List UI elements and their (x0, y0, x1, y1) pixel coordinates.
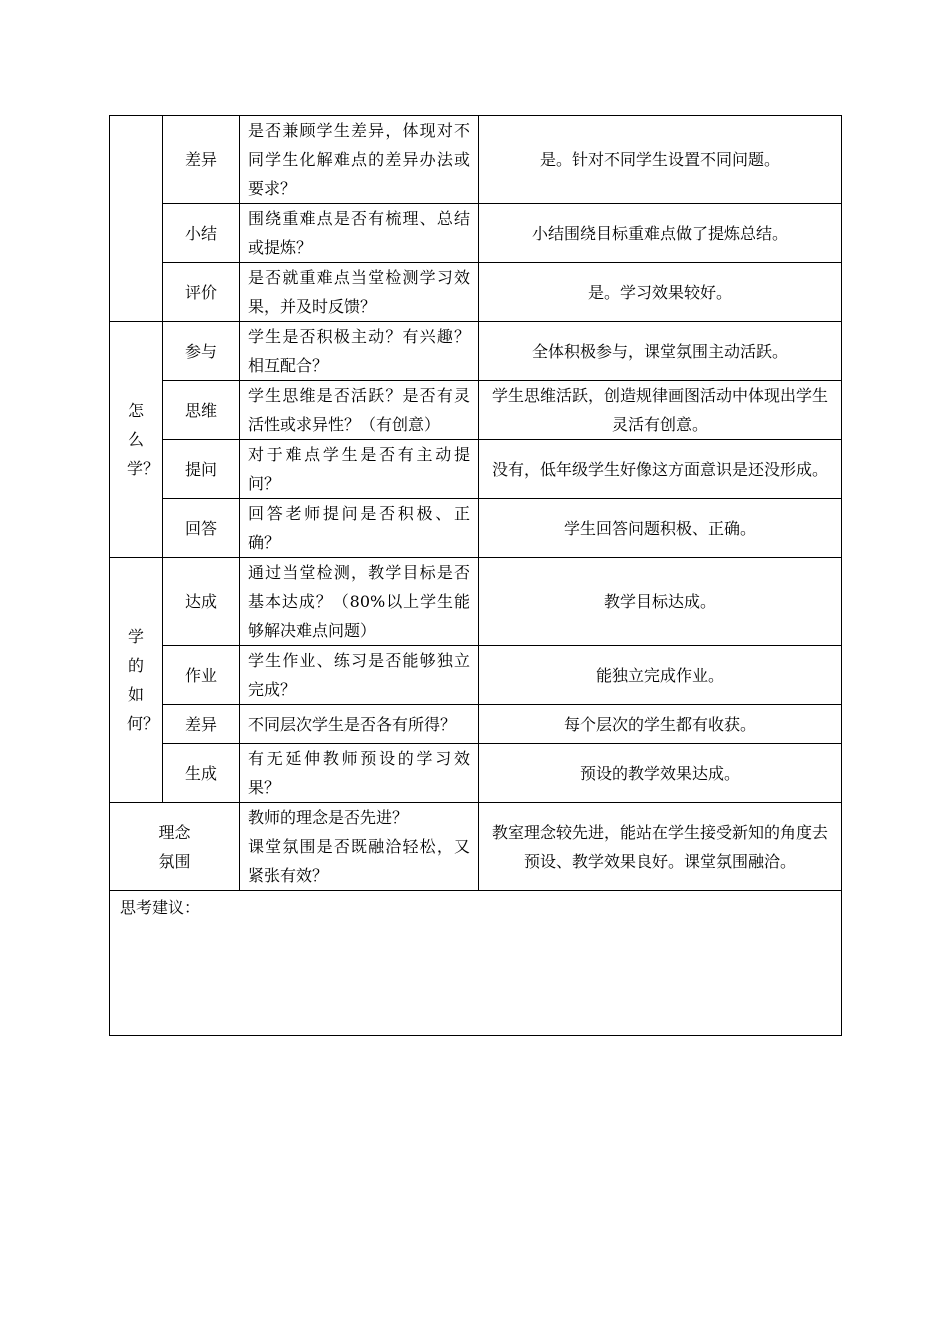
notes-cell (110, 891, 842, 1036)
table-row (110, 440, 842, 499)
notes-label: 思考建议： (120, 898, 201, 917)
observation-answer: 小结围绕目标重难点做了提炼总结。 (479, 204, 842, 263)
group-label-learn-result: 学的如何？ (110, 558, 163, 803)
observation-answer: 学生思维活跃，创造规律画图活动中体现出学生灵活有创意。 (479, 381, 842, 440)
criterion-label: 作业 (163, 646, 240, 705)
table-row (110, 891, 842, 1036)
criterion-question: 通过当堂检测，教学目标是否基本达成？（80%以上学生能够解决难点问题） (240, 558, 479, 646)
criterion-question: 学生作业、练习是否能够独立完成？ (240, 646, 479, 705)
group-label-how-learn: 怎么学？ (110, 322, 163, 558)
observation-answer: 学生回答问题积极、正确。 (479, 499, 842, 558)
table-row (110, 381, 842, 440)
criterion-label: 评价 (163, 263, 240, 322)
criterion-label: 参与 (163, 322, 240, 381)
criterion-label: 生成 (163, 744, 240, 803)
criterion-question: 学生思维是否活跃？是否有灵活性或求异性？（有创意） (240, 381, 479, 440)
criterion-question: 学生是否积极主动？有兴趣？相互配合？ (240, 322, 479, 381)
observation-answer: 全体积极参与，课堂氛围主动活跃。 (479, 322, 842, 381)
criterion-question: 回答老师提问是否积极、正确？ (240, 499, 479, 558)
table-row (110, 646, 842, 705)
table-row (110, 705, 842, 744)
criterion-label: 达成 (163, 558, 240, 646)
observation-answer: 能独立完成作业。 (479, 646, 842, 705)
evaluation-table (109, 115, 842, 1036)
observation-answer: 教学目标达成。 (479, 558, 842, 646)
table-row (110, 116, 842, 204)
table-row (110, 499, 842, 558)
table-row (110, 558, 842, 646)
criterion-label: 差异 (163, 705, 240, 744)
criterion-question: 是否兼顾学生差异，体现对不同学生化解难点的差异办法或要求？ (240, 116, 479, 204)
observation-answer: 是。学习效果较好。 (479, 263, 842, 322)
observation-answer: 预设的教学效果达成。 (479, 744, 842, 803)
criterion-question: 对于难点学生是否有主动提问？ (240, 440, 479, 499)
criterion-question: 有无延伸教师预设的学习效果？ (240, 744, 479, 803)
table-row (110, 263, 842, 322)
criterion-label: 思维 (163, 381, 240, 440)
criterion-label: 小结 (163, 204, 240, 263)
observation-answer: 每个层次的学生都有收获。 (479, 705, 842, 744)
table-row (110, 803, 842, 891)
criterion-question: 不同层次学生是否各有所得？ (240, 705, 479, 744)
criterion-question: 围绕重难点是否有梳理、总结或提炼？ (240, 204, 479, 263)
observation-answer: 没有，低年级学生好像这方面意识是还没形成。 (479, 440, 842, 499)
criterion-question: 教师的理念是否先进？ 课堂氛围是否既融洽轻松，又紧张有效？ (240, 803, 479, 891)
concept-label: 理念 氛围 (110, 803, 240, 891)
criterion-label: 回答 (163, 499, 240, 558)
observation-answer: 教室理念较先进，能站在学生接受新知的角度去预设、教学效果良好。课堂氛围融洽。 (479, 803, 842, 891)
table-row (110, 744, 842, 803)
observation-answer: 是。针对不同学生设置不同问题。 (479, 116, 842, 204)
group-cell-continued (110, 116, 163, 322)
table-row (110, 204, 842, 263)
criterion-question: 是否就重难点当堂检测学习效果，并及时反馈？ (240, 263, 479, 322)
criterion-label: 差异 (163, 116, 240, 204)
criterion-label: 提问 (163, 440, 240, 499)
table-row (110, 322, 842, 381)
